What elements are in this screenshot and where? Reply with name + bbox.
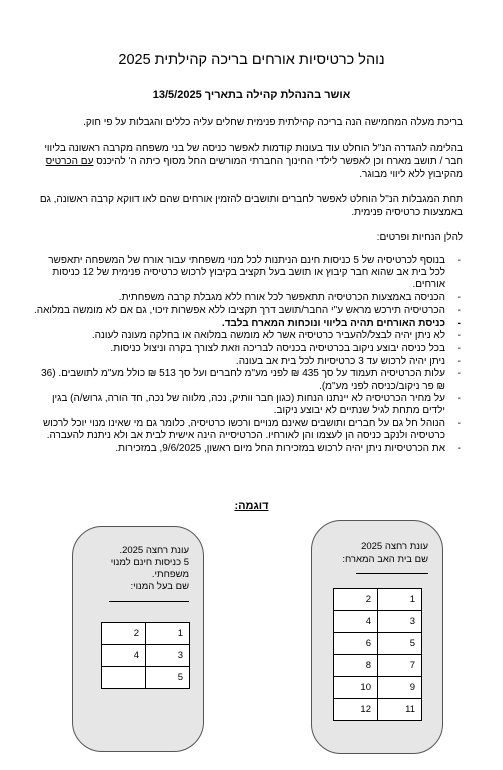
grid-row [334,611,422,633]
grid-cell: 3 [146,645,190,667]
card-season: עונת רחצה 2025 [361,541,428,552]
grid-cell: 5 [146,667,190,689]
rule-item: - הכרטיסיה תירכש מראש ע"י החבר/תושב דרך תקציבו ללא אפשרות זיכוי, גם אם לא מומשה במלואה. [33,305,463,317]
card-family-subscription: משפחתי. [151,569,189,580]
limits-paragraph: תחת המגבלות הנ"ל הוחלט לאפשר לחברים ותושבים להזמין אורחים שהם לאו דווקא קרבה ראשונה, גם באמצעות כרטיסיה פנימית. [39,194,463,219]
card-name-label: שם בית האב המארח: [342,554,428,565]
card-free-entries: 5 כניסות חינם למנוי [110,557,189,568]
grid-cell: 1 [378,589,422,611]
example-title: דוגמה: [234,500,269,512]
grid-row [334,655,422,677]
purpose-text: בהלימה להגדרה הנ"ל הוחלט עוד בעונות קודמות לאפשר כניסה של בני משפחה מקרבה ראשונה בליווי חבר / תושב מארח וכן לאפשר לילדי החינוך החברתי המורשים החל מסוף כיתה ה' להיכנס [44,143,463,168]
rule-item: - על מחיר הכרטיסיה לא יינתנו הנחות (כגון חבר וותיק, נכה, מלווה של נכה, חד הורה, גרוש/ה) בגין ילדים מתחת לגיל שנתיים לא יבוצע ניקוב. [33,393,463,417]
grid-row [334,589,422,611]
grid-row [102,623,190,645]
grid-cell: 11 [378,699,422,721]
card-name-line [109,601,189,602]
grid-row [334,633,422,655]
grid-cell: 8 [334,655,378,677]
grid-cell: 3 [378,611,422,633]
rule-item: - לא ניתן יהיה לבצל/להעביר כרטיסיה אשר לא מומשה במלואה או בחלקה מעונה לעונה. [33,330,463,342]
rule-item: - את הכרטיסיות ניתן יהיה לרכוש במזכירות החל מיום ראשון, 9/6/2025, במזכירות. [33,443,463,455]
grid-row [102,645,190,667]
punch-grid-12 [333,588,422,721]
grid-cell: 10 [334,677,378,699]
grid-row [334,699,422,721]
rule-item: - בנוסף לכרטיסיה של 5 כניסות חינם הניתנות לכל מנוי משפחתי עבור אורח של המשפחה יתאפשר לכל בית אב שהוא חבר קיבוץ או תושב בעל תקציב בקיבוץ לרכוש כרטיסיה פנימית של 12 כניסות אורחים. [33,255,463,292]
punch-grid-5 [101,622,190,689]
grid-cell: 5 [378,633,422,655]
grid-cell: 7 [378,655,422,677]
punch-card-5 [72,526,204,752]
purpose-tail: מהקיבוץ ללא ליווי מבוגר. [359,169,463,181]
rule-item: - ניתן יהיה לרכוש עד 3 כרטיסיות לכל בית אב בעונה. [33,356,463,368]
grid-cell: 6 [334,633,378,655]
document-title: נוהל כרטיסיות אורחים בריכה קהילתית 2025 [118,52,385,68]
rule-item: - הכניסה באמצעות הכרטיסיה תתאפשר לכל אורח ללא מגבלת קרבה משפחתית. [33,292,463,304]
grid-cell: 4 [334,611,378,633]
card-name-label: שם בעל המנוי: [130,581,189,592]
rule-item: - בכל כניסה יבוצע ניקוב בכרטיסיה בכניסה לבריכה וזאת לצורך בקרה וניצול כניסות. [33,343,463,355]
card-season: עונת רחצה 2025. [119,545,189,556]
grid-cell: 2 [334,589,378,611]
intro-paragraph: בריכת מעלה המחמישה הנה בריכה קהילתית פנימית שחלים עליה כללים והגבלות על פי חוק. [83,117,463,128]
rule-item: - הנוהל חל גם על חברים ותושבים שאינם מנויים ורכשו כרטיסיה, כלומר גם מי שאינו מנוי יוכל לרכוש כרטיסיה ולנקב כניסה הן לעצמו והן לאורחיו. הכרטיסייה הינה אישית לבית אב ולא ניתנת להעברה. [33,418,463,442]
purpose-underlined: עם הכרטיס [45,156,94,168]
rule-item: - כניסת האורחים תהיה בליווי ונוכחות המארח בלבד. [33,318,463,330]
card-name-line [356,573,428,574]
rules-list [33,255,463,456]
details-heading: להלן הנחיות ופרטים: [376,232,463,243]
grid-row [102,667,190,689]
grid-cell: 9 [378,677,422,699]
rule-item: - עלות הכרטיסיה תעמוד על סך 435 ₪ לפני מע"מ לחברים ועל סך 513 ₪ כולל מע"מ לתושבים. (36 ₪ פר ניקוב/כניסה לפני מע"מ). [33,368,463,392]
grid-cell [102,667,146,689]
approval-date: אושר בהנהלת קהילה בתאריך 13/5/2025 [152,89,351,101]
punch-card-12 [311,520,443,754]
grid-row [334,677,422,699]
grid-cell: 12 [334,699,378,721]
grid-cell: 2 [102,623,146,645]
grid-cell: 4 [102,645,146,667]
grid-cell: 1 [146,623,190,645]
purpose-paragraph [33,142,463,182]
